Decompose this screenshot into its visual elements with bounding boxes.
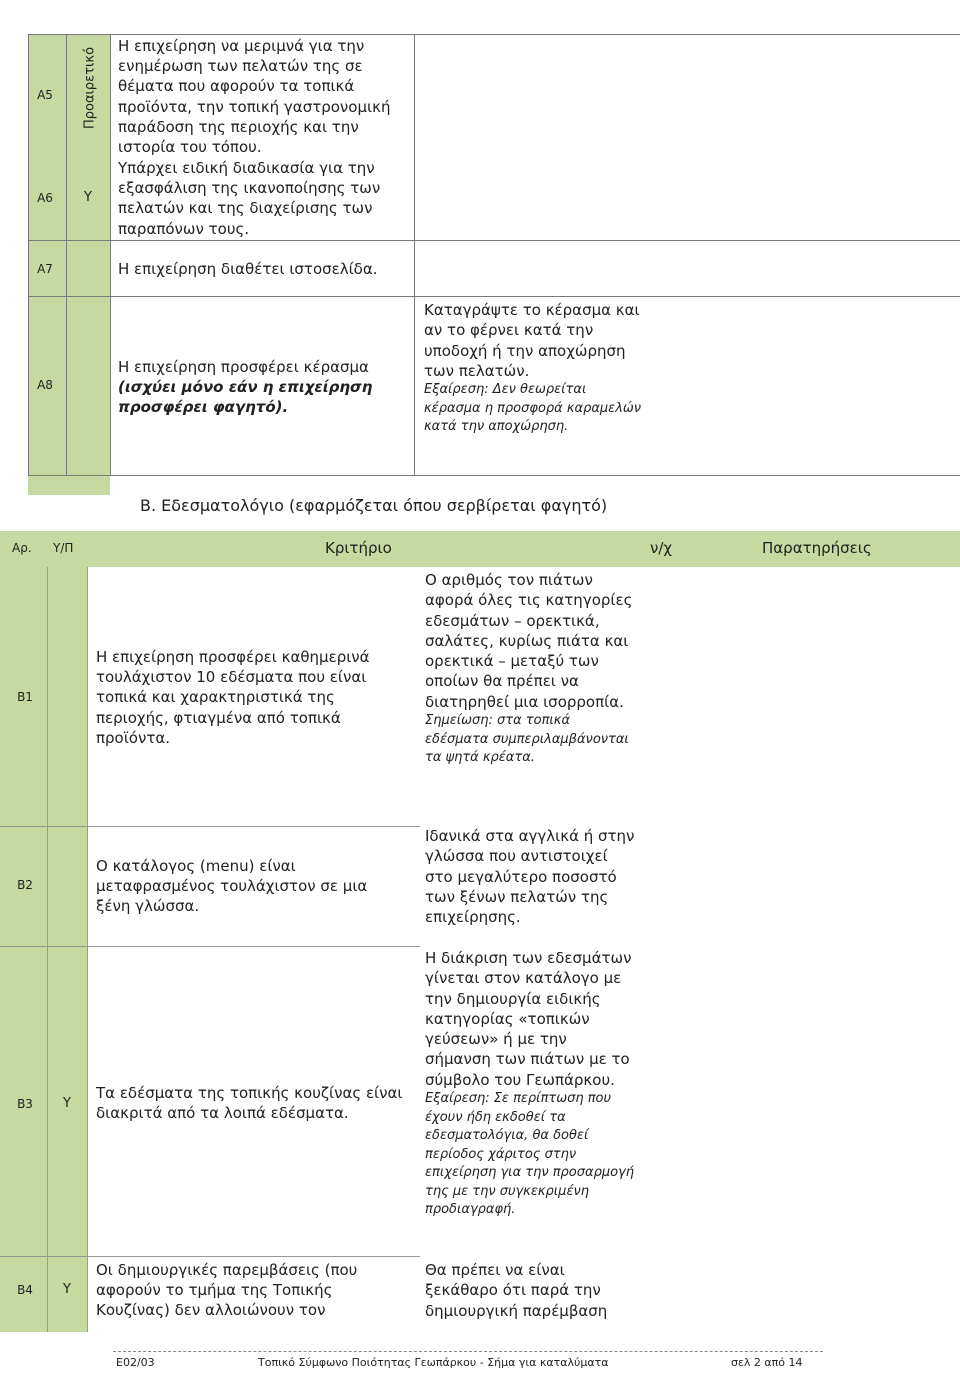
yp-value: Υ <box>84 190 92 205</box>
id-column-shade <box>0 567 47 1332</box>
row-id: A7 <box>37 262 53 276</box>
row-id: Β2 <box>17 878 33 892</box>
criterion-text: Υπάρχει ειδική διαδικασία για την εξασφάλιση της ικανοποίησης των πελατών και της διαχείρισης των παραπόνων τους. <box>118 159 381 238</box>
col-header-yn: ν/χ <box>650 539 673 557</box>
footer-title: Τοπικό Σύμφωνο Ποιότητας Γεωπάρκου - Σήμα για καταλύματα <box>258 1356 609 1369</box>
criterion-text: Η επιχείρηση να μεριμνά για την ενημέρωση των πελατών της σε θέματα που αφορούν τα τοπικά προϊόντα, την τοπική γαστρονομική παράδοση της περιοχής και την ιστορία του τόπου. <box>118 37 391 157</box>
criterion-text: Ο κατάλογος (menu) είναι μεταφρασμένος τουλάχιστον σε μια ξένη γλώσσα. <box>96 857 368 916</box>
yp-value: Υ <box>63 1096 71 1111</box>
yp-value: Υ <box>63 1282 71 1297</box>
row-id: A8 <box>37 378 53 392</box>
col-header-notes: Παρατηρήσεις <box>762 539 872 557</box>
col-header-yp: Υ/Π <box>53 541 74 555</box>
footer-divider <box>113 1351 823 1352</box>
col-header-criterion: Κριτήριο <box>325 539 392 557</box>
row-id: A5 <box>37 88 53 102</box>
note-text: Καταγράψτε το κέρασμα και αν το φέρνει κατά την υποδοχή ή την αποχώρηση των πελατών. Εξαίρεση: Δεν θεωρείται κέρασμα η προσφορά καραμελών κατά την αποχώρηση. <box>424 301 642 435</box>
footer-doc-code: Ε02/03 <box>116 1356 155 1369</box>
col-header-no: Αρ. <box>12 541 32 555</box>
row-id: Β4 <box>17 1283 33 1297</box>
note-text: Ιδανικά στα αγγλικά ή στην γλώσσα που αντιστοιχεί στο μεγαλύτερο ποσοστό των ξένων πελατών της επιχείρησης. <box>425 827 635 927</box>
criterion-text: Η επιχείρηση προσφέρει κέρασμα (ισχύει μόνο εάν η επιχείρηση προσφέρει φαγητό). <box>118 358 373 417</box>
note-text: Η διάκριση των εδεσμάτων γίνεται στον κατάλογο με την δημιουργία ειδικής κατηγορίας «τοπικών γεύσεων» ή με την σήμανση των πιάτων με το σύμβολο του Γεωπάρκου. Εξαίρεση: Σε περίπτωση που έχουν ήδη εκδοθεί τα εδεσματολόγια, θα δοθεί περίοδος χάριτος στην επιχείρηση για την προσαρμογή της με την συγκεκριμένη προδιαγραφή. <box>425 949 634 1218</box>
criterion-text: Τα εδέσματα της τοπικής κουζίνας είναι διακριτά από τα λοιπά εδέσματα. <box>96 1084 403 1123</box>
criterion-text: Η επιχείρηση διαθέτει ιστοσελίδα. <box>118 260 378 278</box>
note-text: Θα πρέπει να είναι ξεκάθαρο ότι παρά την δημιουργική παρέμβαση <box>425 1261 608 1320</box>
footer-page-number: σελ 2 από 14 <box>731 1356 803 1369</box>
note-text: Ο αριθμός τον πιάτων αφορά όλες τις κατηγορίες εδεσμάτων – ορεκτικά, σαλάτες, κυρίως πιάτα και ορεκτικά – μεταξύ των οποίων θα πρέπει να διατηρηθεί μια ισορροπία. Σημείωση: στα τοπικά εδέσματα συμπεριλαμβάνονται τα ψητά κρέατα. <box>425 571 633 766</box>
row-id: Β1 <box>17 690 33 704</box>
yp-column-shade <box>47 567 87 1332</box>
criterion-text: Οι δημιουργικές παρεμβάσεις (που αφορούν το τμήμα της Τοπικής Κουζίνας) δεν αλλοιώνουν τον <box>96 1261 358 1320</box>
row-id: A6 <box>37 191 53 205</box>
section-title: Β. Εδεσματολόγιο (εφαρμόζεται όπου σερβίρεται φαγητό) <box>140 496 608 515</box>
criterion-text: Η επιχείρηση προσφέρει καθημερινά τουλάχιστον 10 εδέσματα που είναι τοπικά και χαρακτηριστικά της περιοχής, φτιαγμένα από τοπικά προϊόντα. <box>96 648 370 747</box>
yp-vertical-label: Προαιρετικό <box>82 46 98 130</box>
row-id: Β3 <box>17 1097 33 1111</box>
